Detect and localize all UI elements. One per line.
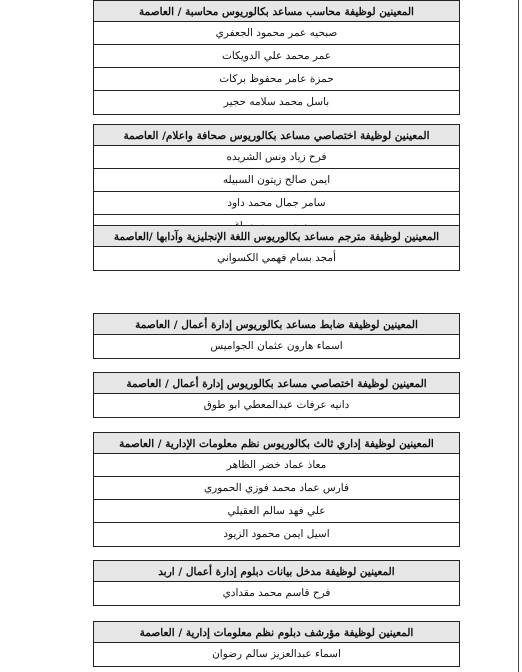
list-item: سامر جمال محمد داود	[94, 192, 459, 215]
section-admin-third	[93, 432, 460, 547]
section-title: المعينين لوظيفة مؤرشف دبلوم نظم معلومات إدارية / العاصمة	[94, 621, 459, 643]
list-item: صبحيه عمر محمود الجعفري	[94, 22, 459, 45]
list-item: معاذ عماد خضر الظاهر	[94, 454, 459, 477]
list-item: اسماء هارون عثمان الجواميس	[210, 340, 343, 352]
list-item: باسل محمد سلامه حجير	[223, 96, 330, 108]
list-item: عمر محمد علي الدويكات	[94, 45, 459, 68]
section-title: المعينين لوظيفة مترجم مساعد بكالوريوس اللغة الإنجليزية وآدابها /العاصمة	[94, 225, 459, 247]
section-accountant	[93, 0, 460, 115]
list-item: فرح قاسم محمد مقدادي	[222, 587, 331, 599]
list-item: فرح زياد ونس الشريده	[94, 146, 459, 169]
list-item: حمزة عامر محفوظ بركات	[94, 68, 459, 91]
section-archivist	[93, 621, 460, 667]
section-title: المعينين لوظيفة اختصاصي مساعد بكالوريوس صحافة واعلام/ العاصمة	[94, 124, 459, 146]
list-item: ايمن صالح زيتون السبيله	[94, 169, 459, 192]
list-item: علي فهد سالم العقيلي	[94, 500, 459, 523]
list-item: أمجد بسام فهمي الكسواني	[217, 252, 336, 264]
page-edge-line	[518, 0, 519, 672]
section-title: المعينين لوظيفة ضابط مساعد بكالوريوس إدارة أعمال / العاصمة	[94, 313, 459, 335]
list-item: فارس عماد محمد فوزي الحموري	[94, 477, 459, 500]
section-title: المعينين لوظيفة محاسب مساعد بكالوريوس محاسبة / العاصمة	[94, 0, 459, 22]
section-assistant-officer	[93, 313, 460, 359]
section-title: المعينين لوظيفة مدخل بيانات دبلوم إدارة أعمال / اربد	[94, 560, 459, 582]
section-title: المعينين لوظيفة اختصاصي مساعد بكالوريوس إدارة أعمال / العاصمة	[94, 372, 459, 394]
section-data-entry	[93, 560, 460, 606]
list-item: اسماء عبدالعزيز سالم رضوان	[212, 648, 341, 660]
list-item: دانيه عرفات عبدالمعطي ابو طوق	[203, 399, 350, 411]
section-journalism-specialist	[93, 124, 460, 239]
list-item: اسيل ايمن محمود الزيود	[223, 528, 330, 540]
section-translator	[93, 225, 460, 271]
section-business-specialist	[93, 372, 460, 418]
section-title: المعينين لوظيفة إداري ثالث بكالوريوس نظم معلومات الإدارية / العاصمة	[94, 432, 459, 454]
